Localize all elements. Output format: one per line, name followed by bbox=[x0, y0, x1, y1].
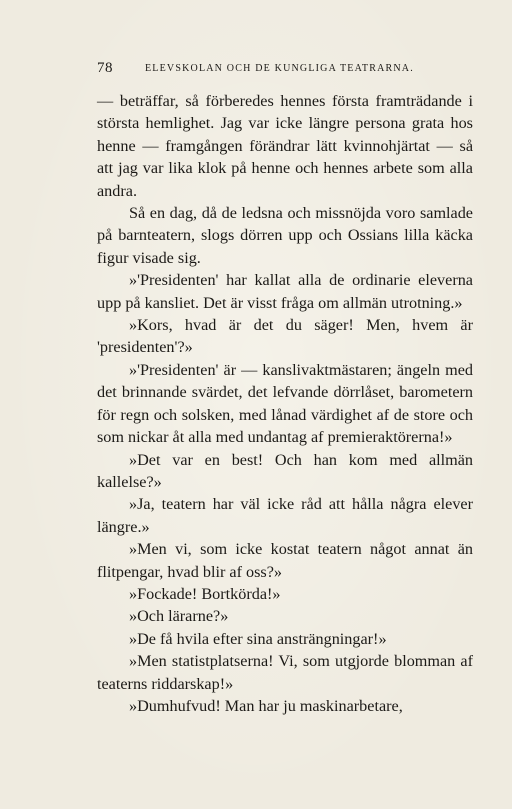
paragraph-3: »'Presidenten' har kallat alla de ordinarie eleverna upp på kansliet. Det är visst fråga om allmän utrotning.» bbox=[97, 271, 473, 312]
paragraph-11: »De få hvila efter sina ansträngningar!» bbox=[129, 629, 387, 648]
page-header bbox=[97, 60, 437, 80]
paragraph-5: »'Presidenten' är — kanslivaktmästaren; ängeln med det brinnande svärdet, det lefvande dörrlåset, barometern för regn och solsken, med lånad värdighet af de store och som nickar åt alla med undantag af premieraktörerna!» bbox=[97, 360, 473, 447]
paragraph-8: »Men vi, som icke kostat teatern något annat än flitpengar, hvad blir af oss?» bbox=[97, 540, 473, 581]
paragraph-7: »Ja, teatern har väl icke råd att hålla några elever längre.» bbox=[97, 495, 473, 536]
paragraph-6: »Det var en best! Och han kom med allmän kallelse?» bbox=[97, 450, 473, 491]
body-text bbox=[97, 90, 473, 717]
paragraph-13: »Dumhufvud! Man har ju maskinarbetare, bbox=[129, 696, 403, 715]
paragraph-12: »Men statistplatserna! Vi, som utgjorde blomman af teaterns riddarskap!» bbox=[97, 652, 473, 693]
paragraph-9: »Fockade! Bortkörda!» bbox=[129, 584, 281, 603]
running-title: ELEVSKOLAN OCH DE KUNGLIGA TEATRARNA. bbox=[145, 63, 414, 74]
paragraph-2: Så en dag, då de ledsna och missnöjda voro samlade på barnteatern, slogs dörren upp och Ossians lilla käcka figur visade sig. bbox=[97, 204, 473, 267]
paragraph-4: »Kors, hvad är det du säger! Men, hvem är 'presidenten'?» bbox=[97, 316, 473, 357]
paragraph-1: — beträffar, så förberedes hennes första framträdande i största hemlighet. Jag var icke längre persona grata hos henne — framgången förändrar lätt kvinnohjärtat — så att jag var lika klok på henne och hennes arbete som alla andra. bbox=[97, 92, 473, 200]
paragraph-10: »Och lärarne?» bbox=[129, 607, 229, 626]
page-number: 78 bbox=[97, 60, 113, 76]
